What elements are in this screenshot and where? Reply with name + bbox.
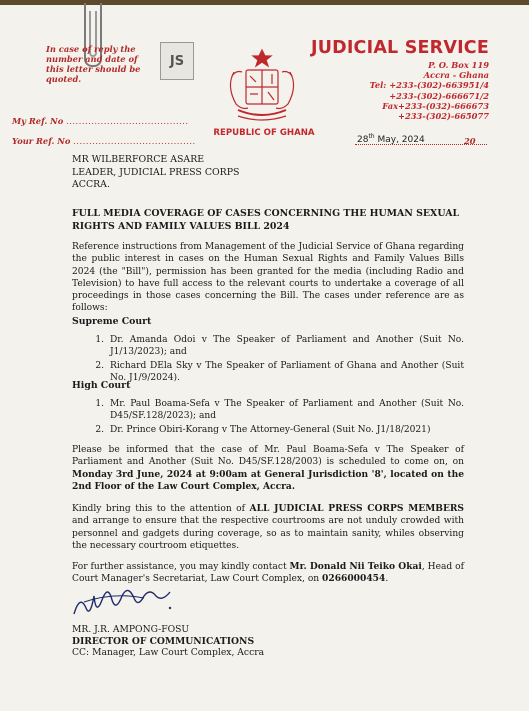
contact-block [319, 60, 489, 121]
list-item: 1. Mr. Paul Boama-Sefa v The Speaker of Parliament and Another (Suit No. D45/SF.128/2023); and [95, 399, 464, 422]
addressee-block [72, 154, 239, 192]
contact-phone: 0266000454 [322, 573, 386, 585]
attention-text: Kindly bring this to the attention of [72, 504, 250, 514]
intro-paragraph: Reference instructions from Management of the Judicial Service of Ghana regarding the public interest in cases on the Human Sexual Rights and Family Values Bills 2024 (the "Bill"), permission has been granted for the media (including Radio and Television) to have full access to the relevant courts to undertake a coverage of all proceedings in those cases concerning the Bill. The cases under reference are as follows: [72, 242, 464, 314]
case-text: Dr. Amanda Odoi v The Speaker of Parliament and Another (Suit No. J1/13/2023); and [110, 335, 464, 358]
date-year-stub: 20 [464, 136, 476, 146]
ghana-coat-of-arms-icon [224, 46, 300, 128]
contact-text: For further assistance, you may kindly contact [72, 562, 290, 572]
folder-edge [0, 0, 529, 5]
address-line: Tel: +233-(302)-663951/4 [369, 80, 489, 91]
judicial-service-title: JUDICIAL SERVICE [311, 38, 489, 58]
address-line: +233-(302)-666671/2 [389, 90, 489, 101]
addressee-line: MR WILBERFORCE ASARE [72, 154, 205, 165]
supreme-court-heading: Supreme Court [72, 316, 152, 327]
supreme-court-cases [72, 334, 464, 385]
handwritten-signature [70, 588, 180, 622]
high-court-heading: High Court [72, 380, 131, 391]
contact-text-after: . [385, 574, 389, 585]
attention-paragraph [72, 503, 464, 552]
your-ref-line: Your Ref. No ....................................... [12, 136, 196, 146]
case-text: Richard DEla Sky v The Speaker of Parliament of Ghana and Another (Suit No. J1/9/2024). [110, 360, 464, 383]
hearing-text: Please be informed that the case of Mr. Paul Boama-Sefa v The Speaker of Parliament and Another (Suit No. D45/SF.128/2003) is scheduled to come on, on [72, 445, 464, 468]
my-ref-line: My Ref. No ....................................... [12, 116, 189, 126]
signatory-name: MR. J.R. AMPONG-FOSU [72, 624, 190, 635]
js-stamp-logo: JS [160, 42, 194, 80]
date-suffix: th [368, 133, 375, 140]
my-ref-label: My Ref. No [12, 116, 64, 126]
address-line: +233-(302)-665077 [398, 111, 489, 122]
address-line: Fax+233-(032)-666673 [382, 100, 489, 111]
attention-text-after: and arrange to ensure that the respective courtrooms are not unduly crowded with personnel and gadgets during coverage, so as to maintain sanity, whiles observing the necessary courtroom etiquettes. [72, 516, 464, 551]
list-item: 1. Dr. Amanda Odoi v The Speaker of Parliament and Another (Suit No. J1/13/2023); and [95, 335, 464, 358]
list-item: 2. Richard DEla Sky v The Speaker of Parliament of Ghana and Another (Suit No. J1/9/2024). [95, 360, 464, 383]
case-text: Dr. Prince Obiri-Korang v The Attorney-General (Suit No. J1/18/2021) [110, 424, 431, 435]
date-month-year: May, 2024 [374, 135, 425, 145]
address-line: P. O. Box 119 [428, 60, 489, 70]
hearing-date: Monday 3rd June, 2024 at 9:00am at General Jurisdiction '8', located on the 2nd Floor of the Law Court Complex, Accra. [72, 468, 464, 492]
high-court-cases [72, 398, 464, 437]
cc-line: CC: Manager, Law Court Complex, Accra [72, 647, 265, 658]
contact-paragraph [72, 561, 464, 586]
reply-note: In case of reply the number and date of this letter should be quoted. [46, 44, 141, 84]
signatory-title: DIRECTOR OF COMMUNICATIONS [72, 635, 255, 647]
address-line: Accra - Ghana [423, 70, 489, 81]
addressee-line: LEADER, JUDICIAL PRESS CORPS [72, 166, 240, 178]
date-day: 28 [357, 135, 369, 145]
contact-text-middle: , Head of Court Manager's Secretariat, Law Court Complex, on [72, 562, 464, 585]
contact-name: Mr. Donald Nii Teiko Okai [289, 561, 422, 572]
addressee-line: ACCRA. [72, 179, 110, 190]
case-text: Mr. Paul Boama-Sefa v The Speaker of Parliament and Another (Suit No. D45/SF.128/2023); and [110, 399, 464, 422]
attention-target: ALL JUDICIAL PRESS CORPS MEMBERS [249, 503, 464, 514]
hearing-paragraph [72, 444, 464, 493]
list-item: 2. Dr. Prince Obiri-Korang v The Attorney-General (Suit No. J1/18/2021) [72, 424, 464, 436]
republic-label: REPUBLIC OF GHANA [213, 128, 315, 138]
subject-heading: FULL MEDIA COVERAGE OF CASES CONCERNING THE HUMAN SEXUAL RIGHTS AND FAMILY VALUES BILL 2024 [72, 208, 460, 232]
signoff-block [72, 624, 264, 659]
your-ref-label: Your Ref. No [12, 136, 71, 146]
